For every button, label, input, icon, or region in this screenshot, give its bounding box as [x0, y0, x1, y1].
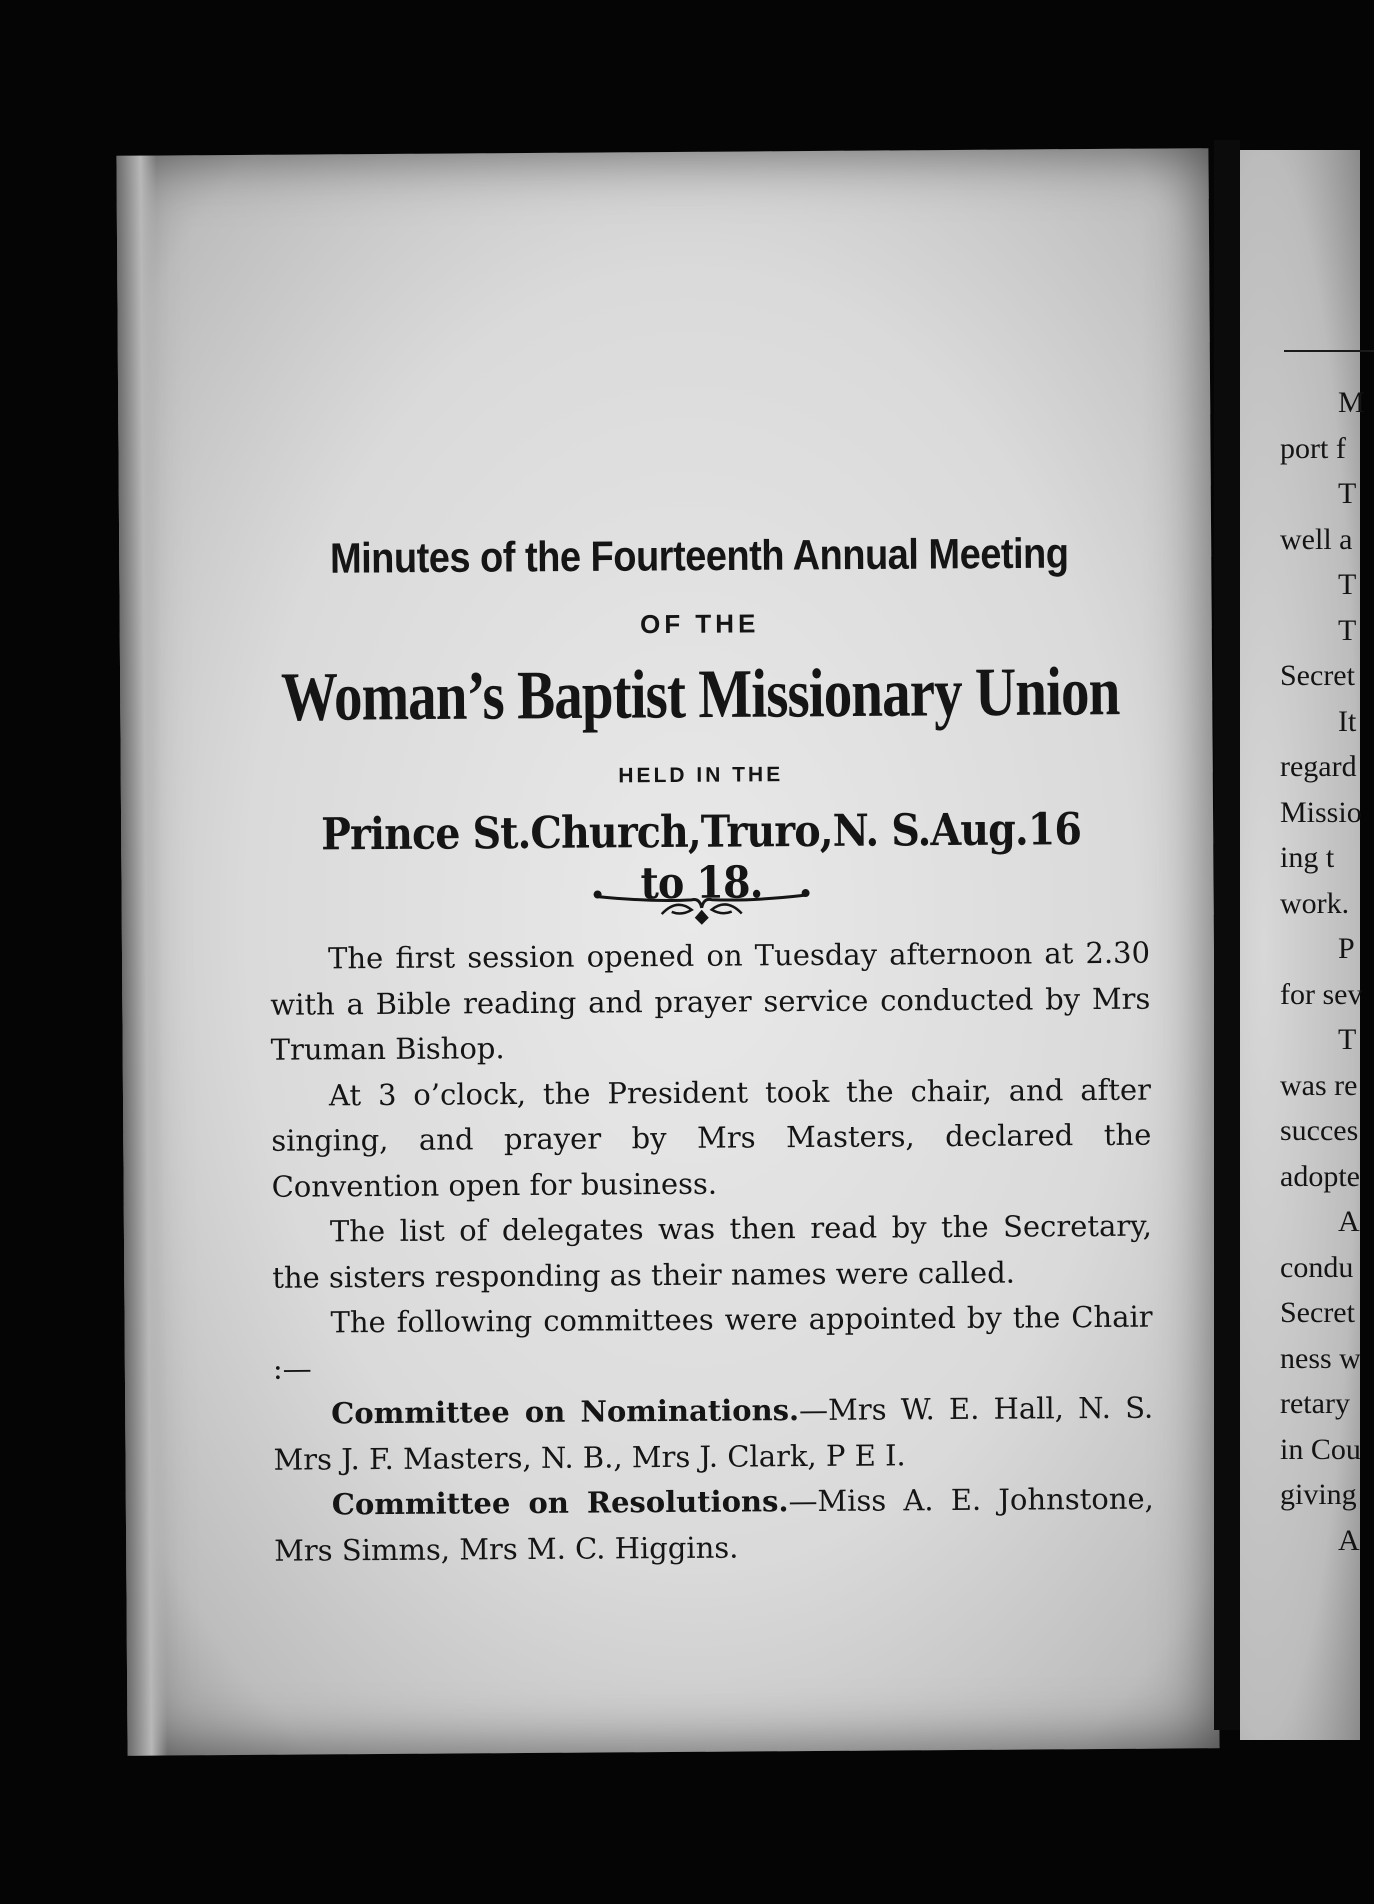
- resolutions-label: Committee on Resolutions.: [331, 1484, 789, 1522]
- line-2: port f: [1280, 431, 1346, 465]
- heading-line-4: HELD IN THE: [618, 763, 784, 788]
- line-1: M: [1338, 386, 1365, 419]
- heading-line-1: Minutes of the Fourteenth Annual Meeting: [329, 530, 1069, 583]
- line-7: Secret: [1280, 659, 1355, 692]
- paragraph-3: The list of delegates was then read by the Secretary, the sisters responding as their names were called.: [272, 1208, 1153, 1295]
- line-25: giving: [1280, 1478, 1357, 1511]
- line-4: well a: [1280, 522, 1353, 556]
- line-6: T: [1338, 613, 1357, 647]
- nominations-text: —Mrs W. E. Hall, N. S. Mrs J. F. Masters, N. B., Mrs J. Clark, P E I.: [273, 1390, 1154, 1477]
- line-12: work.: [1280, 886, 1350, 920]
- resolutions-text: —Miss A. E. Johnstone, Mrs Simms, Mrs M. C. Higgins.: [274, 1481, 1154, 1568]
- left-page-paper: [116, 148, 1219, 1756]
- right-page-lines: [1280, 380, 1365, 1563]
- heading-title: Woman’s Baptist Missionary Union: [280, 653, 1120, 736]
- body-text: [270, 931, 1154, 1574]
- line-3: T: [1338, 477, 1357, 510]
- paragraph-4: The following committees were appointed by the Chair :—: [272, 1299, 1153, 1386]
- line-17: succes: [1280, 1114, 1359, 1147]
- line-13: P: [1338, 932, 1355, 965]
- nominations-label: Committee on Nominations.: [331, 1393, 800, 1431]
- header-rule: [1284, 350, 1374, 352]
- line-14: for sev: [1280, 977, 1363, 1011]
- book-gutter: [1214, 140, 1240, 1730]
- line-20: condu: [1280, 1250, 1354, 1284]
- line-16: was re: [1280, 1068, 1358, 1102]
- ornament-divider-icon: [591, 879, 811, 927]
- heading-line-2: OF THE: [639, 608, 760, 640]
- line-18: adopte: [1280, 1159, 1360, 1193]
- line-10: Missio: [1280, 795, 1362, 829]
- line-11: ing t: [1280, 841, 1335, 874]
- line-8: It: [1338, 704, 1357, 738]
- line-23: retary: [1280, 1387, 1350, 1420]
- right-page-fragment: [1240, 150, 1365, 1740]
- line-21: Secret: [1280, 1296, 1355, 1329]
- page-content: [116, 148, 1219, 1756]
- paragraph-nominations: [273, 1386, 1154, 1483]
- paragraph-resolutions: [274, 1477, 1155, 1574]
- line-24: in Cou: [1280, 1432, 1361, 1466]
- line-5: T: [1338, 568, 1357, 601]
- line-22: ness w: [1280, 1341, 1361, 1375]
- line-9: regard: [1280, 750, 1357, 783]
- line-19: A: [1338, 1205, 1360, 1238]
- line-15: T: [1338, 1023, 1357, 1056]
- heading-location: Prince St.Church,Truro,N. S.Aug.16 to 18.: [321, 804, 1082, 910]
- paragraph-2: At 3 o’clock, the President took the chair, and after singing, and prayer by Mrs Masters, declared the Convention open for business.: [271, 1072, 1152, 1204]
- line-26: A: [1338, 1523, 1360, 1557]
- paragraph-1: The first session opened on Tuesday afternoon at 2.30 with a Bible reading and prayer service conducted by Mrs Truman Bishop.: [270, 935, 1151, 1067]
